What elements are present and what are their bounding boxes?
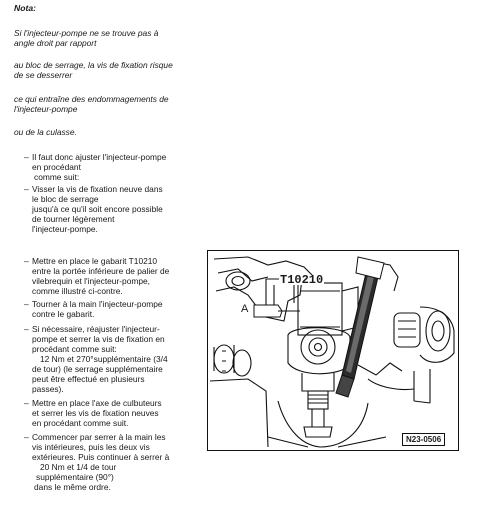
nota-paragraph-3: [14, 94, 204, 114]
step-line: supplémentaire (90°): [36, 472, 114, 482]
step-adjust-injector: [24, 152, 190, 182]
nota-line: angle droit par rapport: [14, 38, 97, 48]
step-dash: –: [24, 299, 29, 309]
part-letter-label: A: [241, 303, 249, 315]
step-line: l'injecteur-pompe.: [32, 224, 98, 234]
step-line: comme suit:: [34, 172, 80, 182]
step-line: Mettre en place le gabarit T10210: [32, 256, 158, 266]
step-tighten-sequence: [24, 432, 190, 492]
step-line: extérieures. Puis continuer à serrer à: [32, 452, 170, 462]
step-line: et serrer les vis de fixation neuves: [32, 408, 159, 418]
step-line: Commencer par serrer à la main les: [32, 432, 166, 442]
tool-label: T10210: [280, 273, 324, 287]
step-line: 20 Nm et 1/4 de tour: [40, 462, 117, 472]
nota-line: de se desserrer: [14, 70, 73, 80]
step-turn-by-hand: [24, 299, 190, 319]
injector-illustration: [207, 250, 459, 451]
nota-line: ce qui entraîne des endommagements de: [14, 94, 169, 104]
nota-paragraph-4: [14, 127, 204, 137]
nota-paragraph-1: [14, 28, 204, 48]
step-dash: –: [24, 152, 29, 162]
step-line: procédant comme suit:: [32, 344, 117, 354]
step-line: Visser la vis de fixation neuve dans: [32, 184, 163, 194]
step-line: Si nécessaire, réajuster l'injecteur-: [32, 324, 160, 334]
step-line: en procédant comme suit.: [32, 418, 129, 428]
step-line: le bloc de serrage: [32, 194, 99, 204]
injector-drawing: [208, 251, 458, 450]
step-screw-fixing: [24, 184, 190, 234]
step-dash: –: [24, 184, 29, 194]
step-line: entre la portée inférieure de palier de: [32, 266, 170, 276]
step-line: passes).: [32, 384, 64, 394]
nota-line: l'injecteur-pompe: [14, 104, 78, 114]
step-dash: –: [24, 256, 29, 266]
step-line: 12 Nm et 270°supplémentaire (3/4: [40, 354, 168, 364]
nota-line: Si l'injecteur-pompe ne se trouve pas à: [14, 28, 159, 38]
step-dash: –: [24, 432, 29, 442]
figure-reference: N23-0506: [402, 433, 445, 446]
step-rocker-shaft: [24, 398, 190, 428]
step-line: dans le même ordre.: [34, 482, 111, 492]
step-line: peut être effectué en plusieurs: [32, 374, 145, 384]
step-line: vilebrequin et l'injecteur-pompe,: [32, 276, 150, 286]
step-place-gauge: [24, 256, 190, 296]
step-dash: –: [24, 398, 29, 408]
step-dash: –: [24, 324, 29, 334]
step-line: Mettre en place l'axe de culbuteurs: [32, 398, 162, 408]
nota-line: au bloc de serrage, la vis de fixation risque: [14, 60, 173, 70]
step-readjust-tighten: [24, 324, 190, 394]
step-line: vis intérieures, puis les deux vis: [32, 442, 150, 452]
step-line: de tourner légèrement: [32, 214, 115, 224]
step-line: Il faut donc ajuster l'injecteur-pompe: [32, 152, 167, 162]
step-line: jusqu'à ce qu'il soit encore possible: [32, 204, 163, 214]
step-line: contre le gabarit.: [32, 309, 95, 319]
step-line: en procédant: [32, 162, 81, 172]
step-line: pompe et serrer la vis de fixation en: [32, 334, 165, 344]
nota-paragraph-2: [14, 60, 204, 80]
nota-title: Nota:: [14, 3, 36, 13]
nota-line: ou de la culasse.: [14, 127, 77, 137]
step-line: Tourner à la main l'injecteur-pompe: [32, 299, 163, 309]
step-line: comme illustré ci-contre.: [32, 286, 123, 296]
step-line: de tour) (le serrage supplémentaire: [32, 364, 163, 374]
